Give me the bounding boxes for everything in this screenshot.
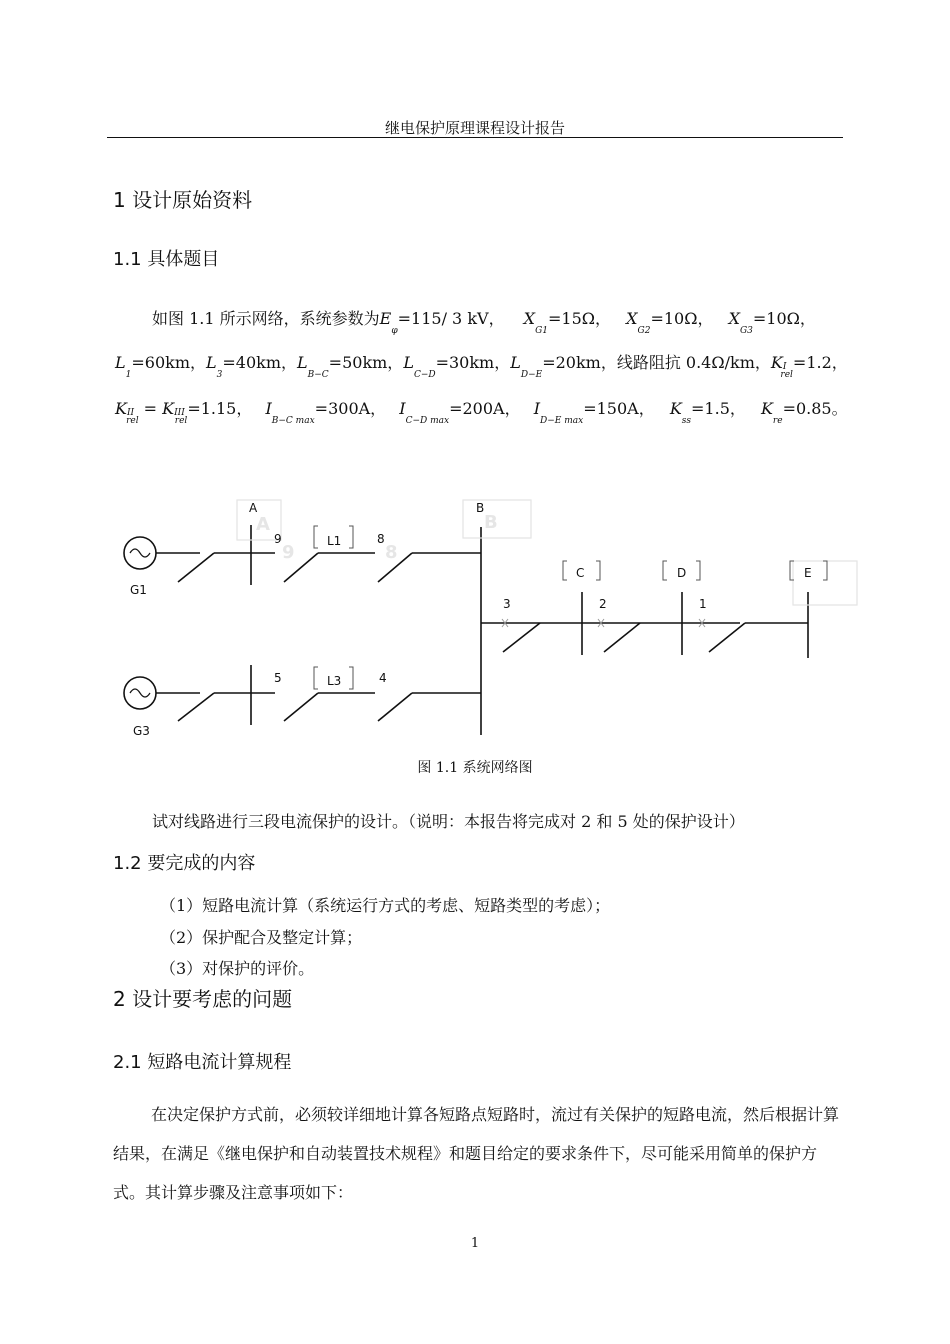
e-phi-value: =115/ 3 kV， xyxy=(397,309,505,328)
page-header: 继电保护原理课程设计报告 xyxy=(384,119,565,137)
section-1-1-title: 1.1 具体题目 xyxy=(113,249,220,270)
problem-line-2: $L_1=60km$，$L_3=40km$，$L_{B-C}=50km$，$L_{C-D}=30km$，$L_{D-E}=20km$，线路阻抗 0.4Ω/km，$KI_{rel}=1.2$， xyxy=(115,353,848,380)
icd-value: =200A， xyxy=(449,399,521,418)
header-rule xyxy=(107,137,843,138)
line-impedance: ，线路阻抗 0.4Ω/km， xyxy=(600,353,771,372)
section-2-1-title: 2.1 短路电流计算规程 xyxy=(113,1052,292,1073)
lde-value: =20km xyxy=(542,353,601,372)
lcd-value: =30km， xyxy=(435,353,511,372)
problem-intro: 如图 1.1 所示网络，系统参数为 xyxy=(152,309,380,328)
problem-line-3: $KII_{rel}$ = $KIII_{rel}=1.15$， $I_{B-C max}=300A$， $I_{C-D max}=200A$， $I_{D-E max}=150A$， $K_{ss}=1.5$， $K_{re}=0.85$。 xyxy=(115,399,848,426)
section-2-1-paragraph: 在决定保护方式前，必须较详细地计算各短路点短路时，流过有关保护的短路电流，然后根据计算结果，在满足《继电保护和自动装置技术规程》和题目给定的要求条件下，尽可能采用简单的保护方式。其计算步骤及注意事项如下： xyxy=(113,1105,840,1202)
label-bus-b: B xyxy=(476,501,485,515)
svg-text:8: 8 xyxy=(385,542,398,563)
krel23-value: =1.15， xyxy=(187,399,253,418)
content-item-2: （2）保护配合及整定计算； xyxy=(160,928,363,947)
label-bus-a: A xyxy=(249,501,258,515)
l1-value: =60km， xyxy=(131,353,206,372)
kss-value: =1.5， xyxy=(691,399,746,418)
label-protection-4: 4 xyxy=(379,671,387,685)
lbc-value: =50km， xyxy=(328,353,404,372)
svg-text:9: 9 xyxy=(282,542,295,563)
kre-value: =0.85。 xyxy=(782,399,848,418)
label-bus-e: E xyxy=(804,566,812,580)
label-line-l3: L3 xyxy=(327,674,342,688)
label-protection-2: 2 xyxy=(599,597,607,611)
label-protection-1: 1 xyxy=(699,597,707,611)
content-item-1: （1）短路电流计算（系统运行方式的考虑、短路类型的考虑）； xyxy=(160,896,611,915)
label-protection-5: 5 xyxy=(274,671,282,685)
task-statement: 试对线路进行三段电流保护的设计。（说明：本报告将完成对 2 和 5 处的保护设计） xyxy=(152,812,745,831)
label-protection-8: 8 xyxy=(377,532,385,546)
label-bus-c: C xyxy=(576,566,585,580)
label-gen-g1: G1 xyxy=(130,583,147,597)
svg-text:B: B xyxy=(484,512,498,533)
ide-value: =150A， xyxy=(583,399,655,418)
section-1-2-title: 1.2 要完成的内容 xyxy=(113,853,256,874)
xg3-value: =10Ω， xyxy=(752,309,816,328)
label-bus-d: D xyxy=(677,566,687,580)
section-2-title: 2 设计要考虑的问题 xyxy=(113,987,293,1011)
xg2-value: =10Ω， xyxy=(650,309,714,328)
label-protection-9: 9 xyxy=(274,532,282,546)
xg1-value: =15Ω， xyxy=(547,309,612,328)
problem-line-1: 如图 1.1 所示网络，系统参数为$E_\varphi=115/$ 3 kV， $X_{G1}=15\Omega$， $X_{G2}=10\Omega$， $X_{G3}=10\Omega$， xyxy=(152,309,816,336)
svg-text:A: A xyxy=(256,514,270,535)
section-1-title: 1 设计原始资料 xyxy=(113,188,253,212)
l3-value: =40km， xyxy=(222,353,297,372)
content-item-3: （3）对保护的评价。 xyxy=(160,959,315,978)
krel1-value: =1.2， xyxy=(792,353,848,372)
figure-caption: 图 1.1 系统网络图 xyxy=(417,760,533,776)
label-gen-g3: G3 xyxy=(133,724,150,738)
label-protection-3: 3 xyxy=(503,597,511,611)
system-network-diagram xyxy=(0,480,950,750)
ibc-value: =300A， xyxy=(314,399,387,418)
label-line-l1: L1 xyxy=(327,534,342,548)
page-number: 1 xyxy=(470,1236,480,1251)
